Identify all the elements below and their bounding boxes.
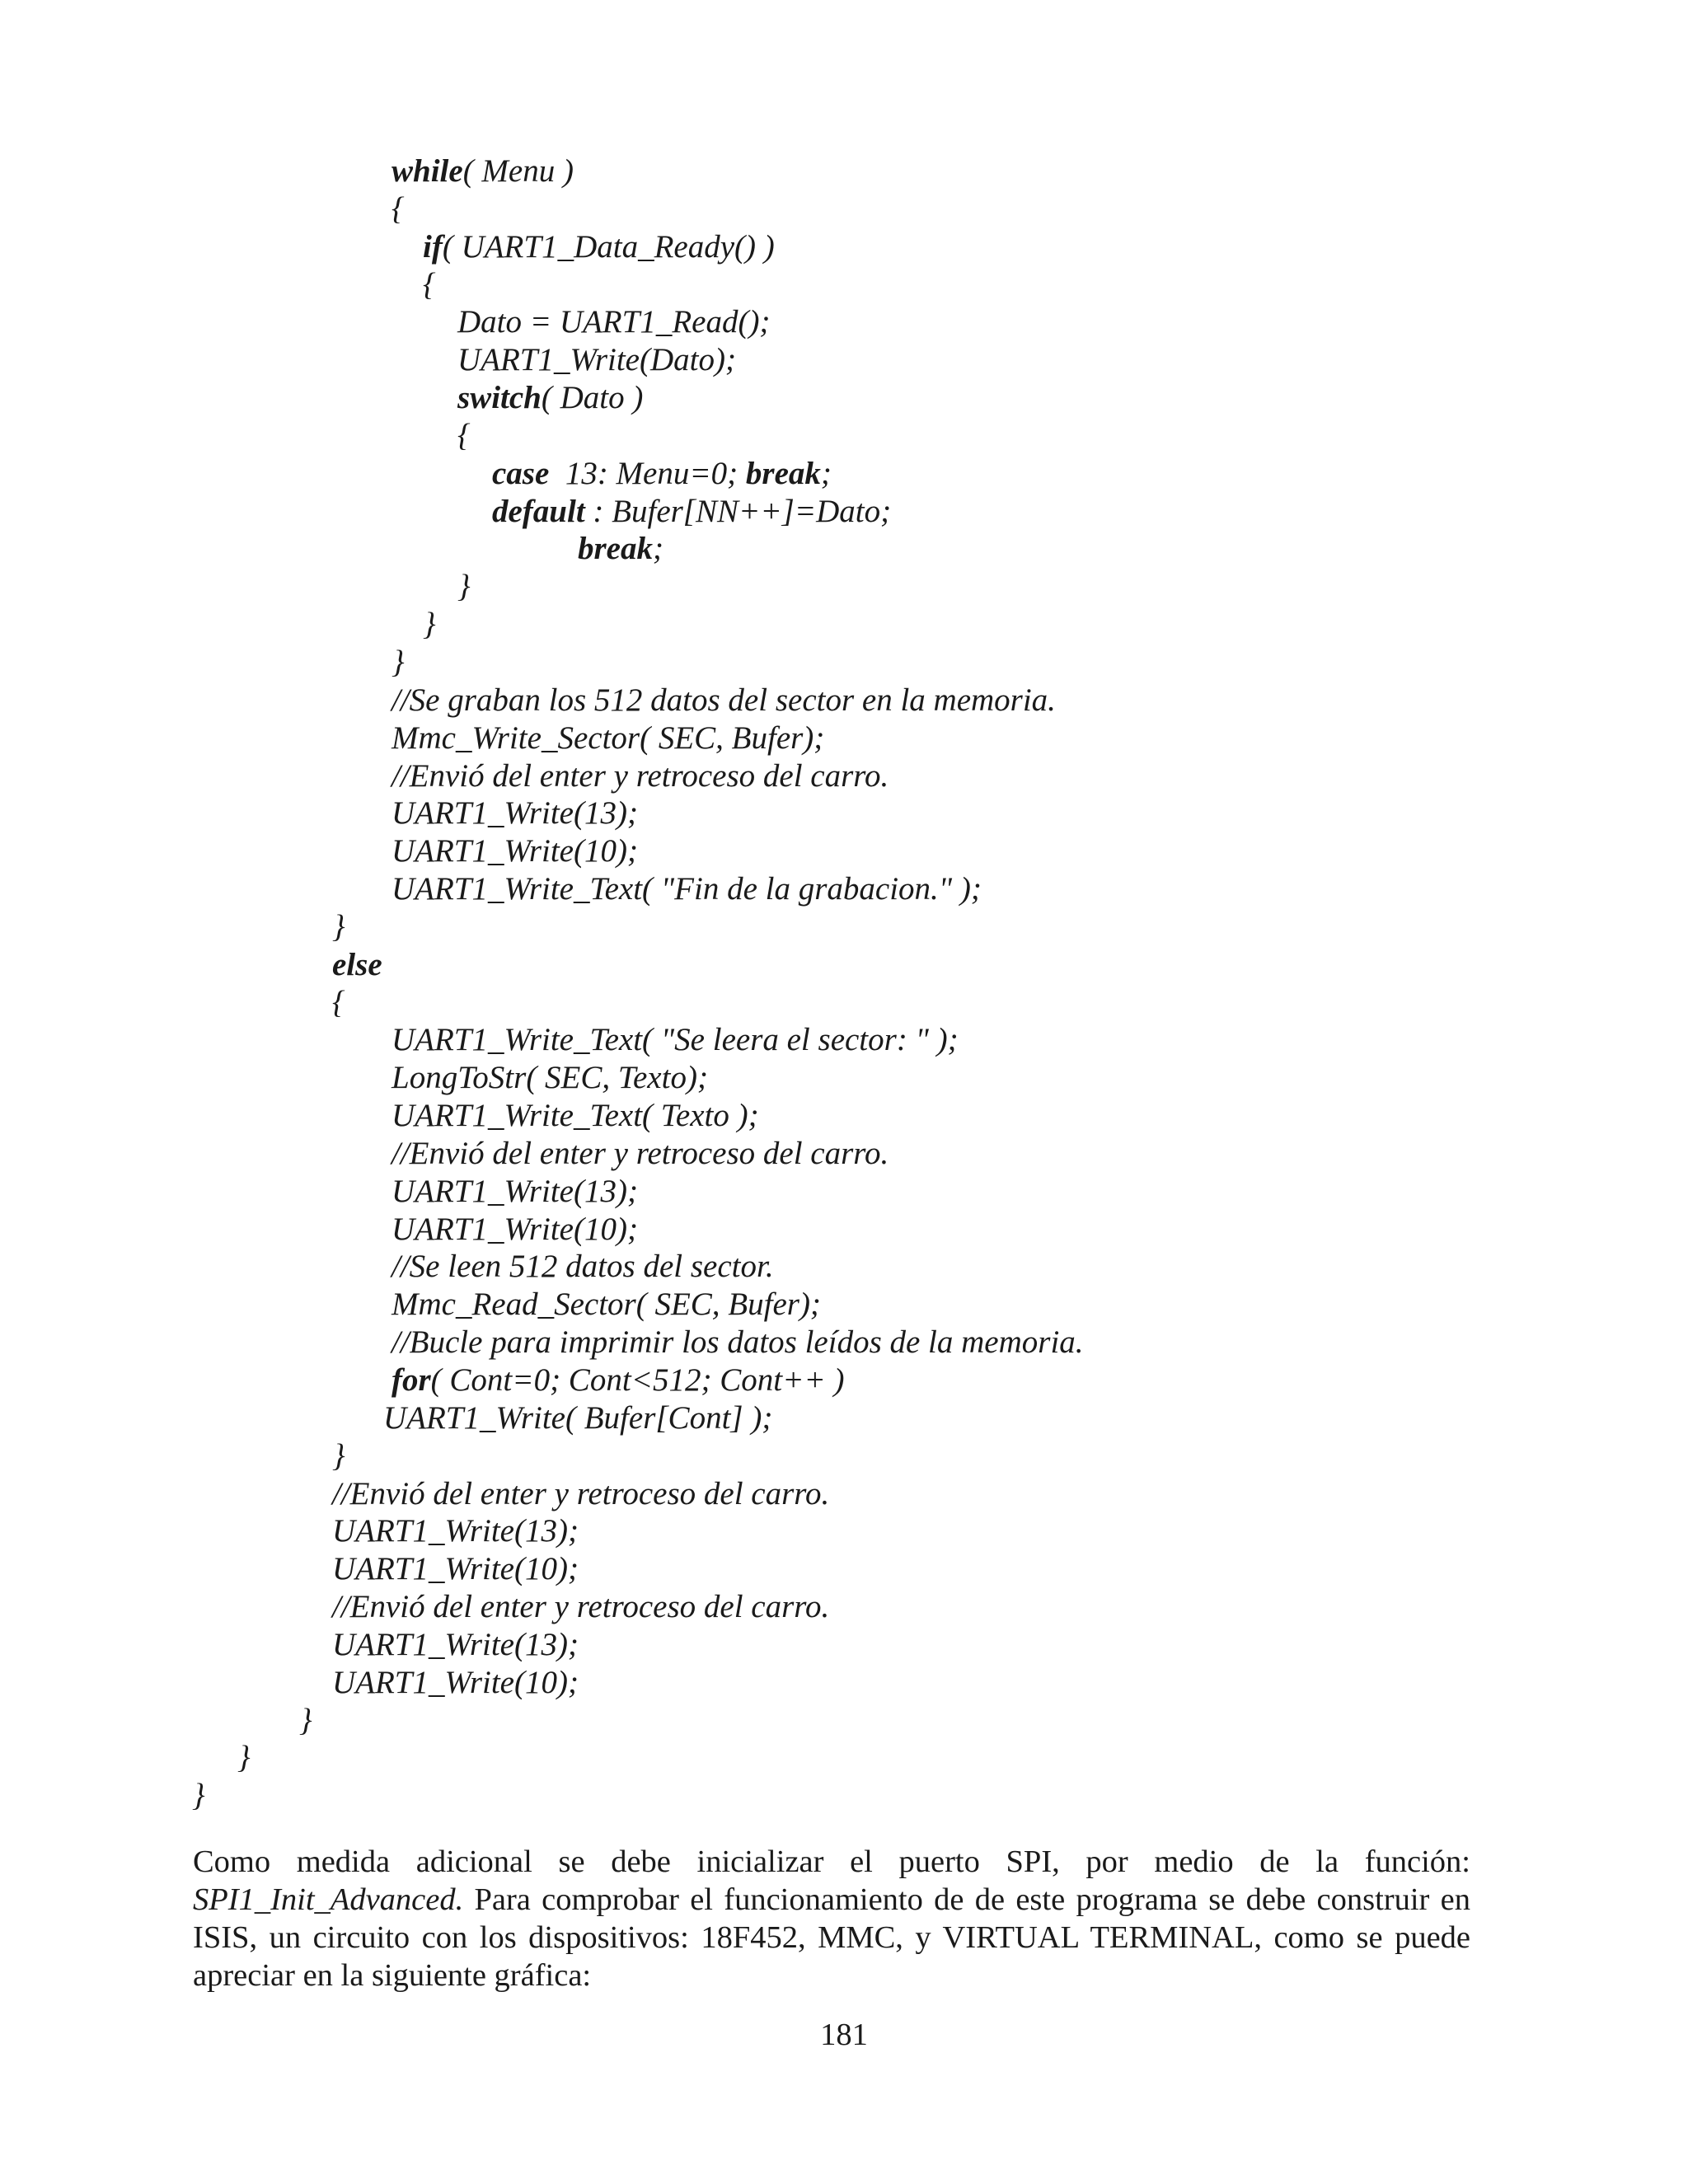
- code-line: {: [457, 417, 471, 453]
- code-line: UART1_Write_Text( Texto );: [392, 1098, 759, 1134]
- code-comment: //Bucle para imprimir los datos leídos de la memoria.: [392, 1324, 1084, 1361]
- code-line: UART1_Write(10);: [332, 1551, 579, 1587]
- code-line: }: [299, 1702, 312, 1738]
- body-paragraph: Como medida adicional se debe inicializar el puerto SPI, por medio de la función: SPI1_Init_Advanced. Para comprobar el funcionamiento de de este programa se debe construir en ISIS, un circuito con los dispositivos: 18F452, MMC, y VIRTUAL TERMINAL, como se puede apreciar en la siguiente gráfica:: [193, 1844, 1470, 1993]
- code-line: while( Menu ): [392, 153, 574, 189]
- code-line: for( Cont=0; Cont<512; Cont++ ): [392, 1362, 845, 1398]
- code-line: UART1_Write( Bufer[Cont] );: [383, 1399, 773, 1436]
- code-line: {: [423, 266, 436, 302]
- code-listing: [0, 152, 1688, 1815]
- function-name: SPI1_Init_Advanced.: [193, 1882, 464, 1917]
- code-comment: //Envió del enter y retroceso del carro.: [392, 757, 889, 794]
- code-line: break;: [578, 531, 663, 567]
- code-comment: //Envió del enter y retroceso del carro.: [332, 1589, 830, 1625]
- code-line: }: [457, 569, 471, 605]
- code-line: Dato = UART1_Read();: [457, 304, 771, 340]
- code-line: switch( Dato ): [457, 380, 644, 416]
- code-line: LongToStr( SEC, Texto);: [392, 1060, 708, 1096]
- code-line: UART1_Write(10);: [392, 1211, 638, 1247]
- code-line: UART1_Write(10);: [392, 833, 638, 869]
- code-line: Mmc_Write_Sector( SEC, Bufer);: [392, 719, 825, 756]
- code-line: }: [237, 1740, 251, 1776]
- code-line: Mmc_Read_Sector( SEC, Bufer);: [392, 1286, 821, 1323]
- code-line: UART1_Write_Text( "Fin de la grabacion." );: [392, 871, 982, 907]
- code-line: UART1_Write_Text( "Se leera el sector: " );: [392, 1022, 959, 1058]
- code-line: UART1_Write(10);: [332, 1664, 579, 1700]
- code-line: UART1_Write(13);: [332, 1513, 579, 1549]
- code-line: }: [392, 644, 405, 680]
- code-line: UART1_Write(13);: [392, 1173, 638, 1209]
- code-line: UART1_Write(13);: [392, 795, 638, 832]
- code-line: }: [423, 607, 436, 643]
- page-number: 181: [820, 2018, 868, 2052]
- code-line: }: [332, 908, 345, 944]
- code-line: }: [332, 1437, 345, 1474]
- code-comment: //Envió del enter y retroceso del carro.: [392, 1135, 889, 1171]
- code-line: }: [192, 1778, 205, 1814]
- code-line: case 13: Menu=0; break;: [492, 455, 832, 491]
- code-line: else: [332, 946, 382, 982]
- code-comment: //Se graban los 512 datos del sector en la memoria.: [392, 682, 1056, 718]
- code-line: if( UART1_Data_Ready() ): [423, 228, 775, 265]
- code-line: {: [392, 190, 405, 227]
- code-comment: //Se leen 512 datos del sector.: [392, 1249, 774, 1285]
- code-line: UART1_Write(Dato);: [457, 342, 736, 378]
- code-line: default : Bufer[NN++]=Dato;: [492, 493, 892, 529]
- code-line: {: [332, 984, 345, 1020]
- code-line: UART1_Write(13);: [332, 1626, 579, 1662]
- code-comment: //Envió del enter y retroceso del carro.: [332, 1475, 830, 1511]
